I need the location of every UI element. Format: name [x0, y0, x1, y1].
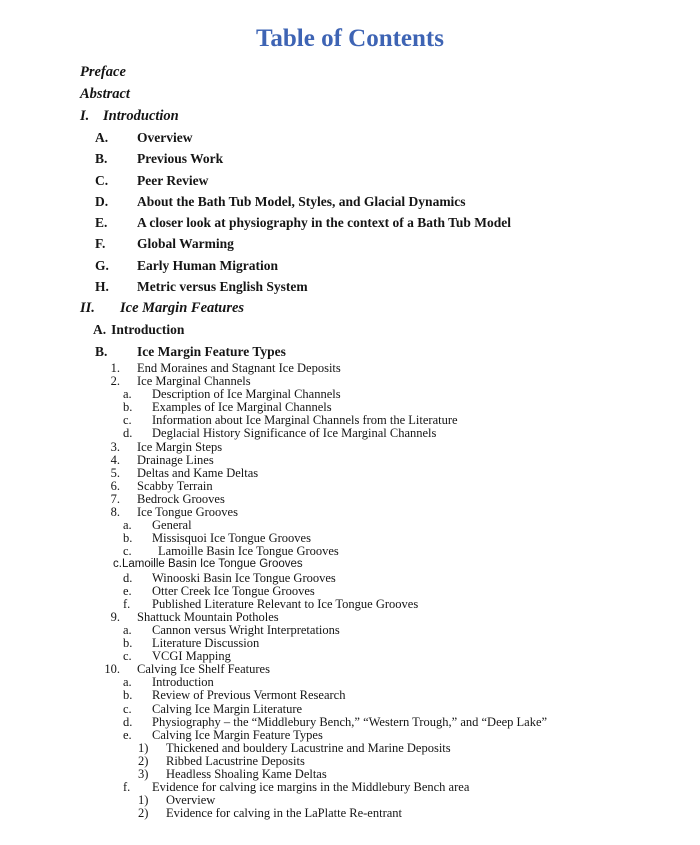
toc-entry-marker: 10.	[104, 662, 120, 677]
toc-entry-label: Deltas and Kame Deltas	[137, 465, 259, 480]
toc-entry-abstract	[0, 83, 700, 105]
table-of-contents	[0, 61, 700, 820]
toc-entry-marker: B.	[95, 151, 108, 167]
toc-entry-label: VCGI Mapping	[152, 649, 231, 664]
toc-entry-label: Deglacial History Significance of Ice Marginal Channels	[152, 426, 437, 441]
toc-entry-label: Ice Margin Features	[120, 300, 245, 317]
toc-entry-label: End Moraines and Stagnant Ice Deposits	[137, 360, 341, 375]
toc-entry-marker: 5.	[110, 465, 120, 480]
toc-entry	[0, 127, 700, 148]
toc-entry-marker: e.	[123, 583, 132, 598]
toc-entry	[0, 276, 700, 297]
toc-entry	[0, 663, 700, 676]
toc-entry	[0, 170, 700, 191]
toc-entry	[0, 233, 700, 254]
toc-entry-label: Calving Ice Margin Feature Types	[152, 727, 323, 742]
toc-entry-marker: 2.	[110, 374, 120, 389]
toc-entry-label: Ice Tongue Grooves	[137, 505, 238, 519]
toc-entry-label: Introduction	[111, 322, 185, 338]
toc-entry	[0, 388, 700, 401]
toc-entry-label: Literature Discussion	[152, 636, 260, 651]
toc-entry-marker: 2)	[138, 806, 149, 821]
toc-entry	[0, 454, 700, 467]
toc-entry-label: Calving Ice Shelf Features	[137, 662, 270, 677]
toc-entry-label: Early Human Migration	[137, 257, 278, 273]
toc-entry	[0, 191, 700, 212]
toc-entry	[0, 480, 700, 493]
toc-entry-marker: e.	[123, 727, 132, 742]
toc-entry	[0, 807, 700, 820]
toc-entry	[0, 319, 700, 340]
toc-entry-marker: a.	[123, 387, 132, 402]
toc-entry-label: Description of Ice Marginal Channels	[152, 387, 341, 402]
toc-entry-marker: 3)	[138, 766, 149, 781]
toc-entry-label: Overview	[166, 793, 216, 808]
toc-entry	[0, 341, 700, 362]
toc-entry-marker: f.	[123, 780, 131, 795]
page-title: Table of Contents	[256, 25, 444, 52]
toc-entry-label: Global Warming	[137, 236, 234, 252]
toc-entry-marker: d.	[123, 570, 133, 585]
toc-entry-marker: f.	[123, 596, 131, 611]
toc-entry-marker: 9.	[110, 609, 120, 624]
toc-entry-label: Overview	[137, 130, 193, 145]
toc-entry-label: About the Bath Tub Model, Styles, and Glacial Dynamics	[137, 193, 466, 209]
toc-entry-label: Information about Ice Marginal Channels from the Literature	[152, 413, 458, 428]
toc-entry-label: Introduction	[103, 108, 179, 124]
toc-entry-marker: 4.	[110, 452, 120, 467]
toc-entry	[0, 532, 700, 545]
toc-entry-label: Ice Marginal Channels	[137, 374, 251, 389]
toc-entry-marker: a.	[123, 622, 132, 637]
toc-entry-marker: c.	[123, 413, 132, 428]
toc-entry-label: Drainage Lines	[137, 452, 214, 467]
toc-entry-marker: 7.	[110, 491, 120, 506]
toc-entry-marker: 1.	[110, 360, 120, 375]
toc-entry-label: Evidence for calving ice margins in the Middlebury Bench area	[152, 780, 470, 795]
toc-entry-label: Cannon versus Wright Interpretations	[152, 622, 340, 637]
toc-entry-label: Ice Margin Steps	[137, 439, 223, 454]
toc-entry	[0, 545, 700, 558]
toc-entry	[0, 427, 700, 440]
toc-entry-marker: D.	[95, 193, 109, 209]
toc-entry-label: Calving Ice Margin Literature	[152, 701, 303, 716]
toc-entry-label: Lamoille Basin Ice Tongue Grooves	[158, 544, 339, 559]
toc-entry-label: Scabby Terrain	[137, 478, 213, 493]
toc-entry	[0, 755, 700, 768]
toc-entry-label: Lamoille Basin Ice Tongue Grooves	[121, 558, 303, 571]
toc-entry-marker: G.	[95, 257, 109, 273]
toc-entry-label: General	[152, 518, 192, 533]
toc-entry	[0, 637, 700, 650]
toc-entry-marker: 1)	[138, 793, 149, 808]
toc-entry-label: Review of Previous Vermont Research	[152, 688, 346, 703]
toc-entry-marker: d.	[123, 426, 133, 441]
toc-entry-marker: 1)	[138, 740, 149, 755]
toc-entry-section-1	[0, 105, 700, 127]
toc-entry	[0, 148, 700, 169]
toc-entry	[0, 598, 700, 611]
toc-entry-marker: d.	[123, 714, 133, 729]
toc-entry-label: Shattuck Mountain Potholes	[137, 609, 279, 624]
toc-entry-marker: I.	[80, 108, 90, 124]
toc-entry	[0, 781, 700, 794]
toc-entry-marker: 3.	[110, 439, 120, 454]
toc-entry	[0, 375, 700, 388]
toc-entry-marker: 6.	[110, 478, 120, 493]
toc-entry	[0, 572, 700, 585]
toc-entry-label: Bedrock Grooves	[137, 491, 225, 506]
toc-entry-marker: II.	[80, 300, 95, 317]
toc-entry	[0, 212, 700, 233]
toc-entry-label: Abstract	[80, 86, 130, 102]
toc-entry-marker: H.	[95, 279, 109, 295]
toc-entry-marker: F.	[95, 236, 106, 252]
toc-entry-marker: c.	[113, 558, 122, 571]
toc-entry-label: Otter Creek Ice Tongue Grooves	[152, 583, 315, 598]
toc-entry	[0, 493, 700, 506]
toc-entry	[0, 689, 700, 702]
toc-entry-label: Ribbed Lacustrine Deposits	[166, 753, 305, 768]
toc-entry-marker: b.	[123, 400, 133, 415]
toc-entry-marker: b.	[123, 688, 133, 703]
toc-entry-marker: c.	[123, 649, 132, 664]
toc-entry-label: Physiography – the “Middlebury Bench,” “Western Trough,” and “Deep Lake”	[152, 714, 548, 729]
toc-entry-marker: c.	[123, 544, 132, 559]
toc-entry	[0, 467, 700, 480]
toc-entry-marker: A.	[93, 322, 107, 338]
toc-entry-label: Examples of Ice Marginal Channels	[152, 400, 332, 415]
toc-entry-marker: 2)	[138, 753, 149, 768]
toc-entry-label: Evidence for calving in the LaPlatte Re-entrant	[166, 806, 403, 821]
toc-entry-marker: a.	[123, 675, 132, 690]
toc-entry	[0, 742, 700, 755]
toc-entry	[0, 716, 700, 729]
toc-entry	[0, 676, 700, 689]
toc-entry	[0, 611, 700, 624]
toc-entry-preface	[0, 61, 700, 83]
toc-entry	[0, 506, 700, 519]
toc-entry	[0, 441, 700, 454]
toc-entry-marker: C.	[95, 172, 109, 188]
toc-entry-label: Published Literature Relevant to Ice Tongue Grooves	[152, 596, 419, 611]
toc-entry-marker: c.	[123, 701, 132, 716]
toc-entry	[0, 624, 700, 637]
toc-entry-label: Preface	[80, 64, 126, 80]
toc-entry-label: Previous Work	[137, 151, 224, 167]
toc-entry-label: Winooski Basin Ice Tongue Grooves	[152, 570, 336, 585]
toc-entry-marker: E.	[95, 215, 108, 231]
toc-entry-marker: b.	[123, 531, 133, 546]
toc-entry-label: Peer Review	[137, 172, 209, 188]
toc-entry-label: Thickened and bouldery Lacustrine and Marine Deposits	[166, 740, 451, 755]
toc-entry-label: Missisquoi Ice Tongue Grooves	[152, 531, 311, 546]
toc-entry-label: Introduction	[152, 675, 214, 690]
toc-entry-section-2	[0, 297, 700, 319]
toc-entry-marker: b.	[123, 636, 133, 651]
toc-entry-marker: 8.	[110, 505, 120, 519]
toc-entry-label: Metric versus English System	[137, 279, 308, 295]
toc-entry-misformatted	[0, 558, 700, 571]
toc-entry-marker: A.	[95, 130, 109, 145]
toc-entry-label: A closer look at physiography in the context of a Bath Tub Model	[137, 215, 512, 231]
toc-entry	[0, 519, 700, 532]
toc-entry-marker: a.	[123, 518, 132, 533]
toc-entry-marker: B.	[95, 343, 108, 359]
toc-entry	[0, 255, 700, 276]
toc-entry	[0, 362, 700, 375]
toc-entry-label: Headless Shoaling Kame Deltas	[166, 766, 327, 781]
toc-entry-label: Ice Margin Feature Types	[137, 343, 286, 359]
